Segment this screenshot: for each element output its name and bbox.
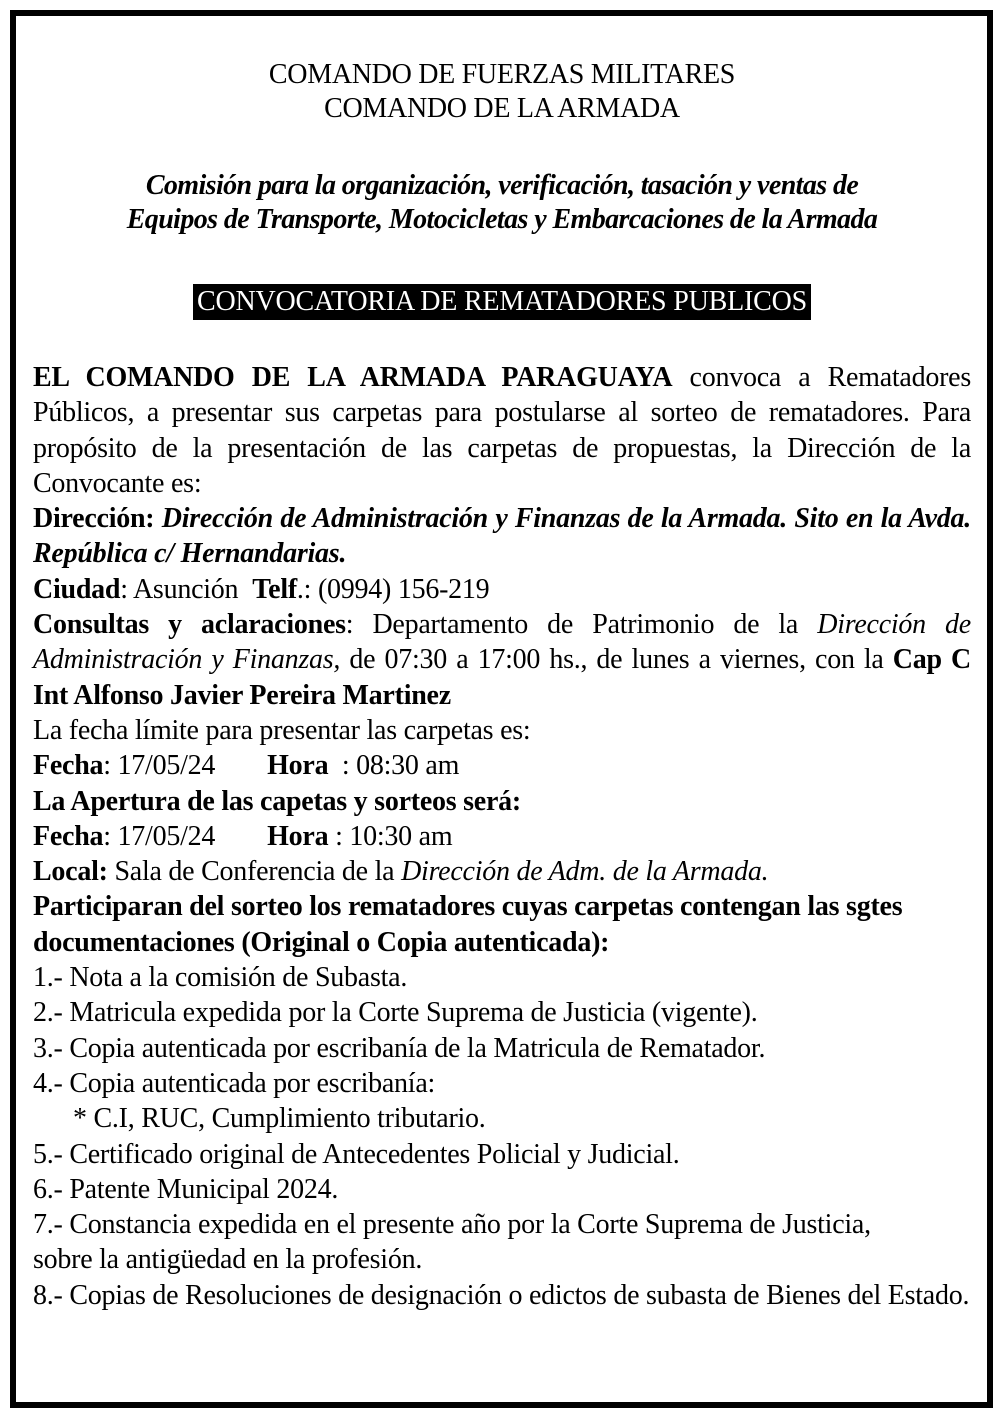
consultas-text-2: de 07:30 a 17:00 hs., de lunes a viernes, con la xyxy=(340,644,893,676)
deadline-hora-value: : 08:30 am xyxy=(328,750,460,782)
convocatoria-banner: CONVOCATORIA DE REMATADORES PUBLICOS xyxy=(193,284,811,320)
notice-body xyxy=(33,360,971,1313)
local-text: Sala de Conferencia de la xyxy=(107,856,402,888)
consultas-label: Consultas y aclaraciones xyxy=(33,609,346,641)
header-line-2: COMANDO DE LA ARMADA xyxy=(324,93,680,124)
deadline-hora-label: Hora xyxy=(267,750,329,782)
apertura-title: La Apertura de las capetas y sorteos será: xyxy=(33,785,521,817)
direccion-label: Dirección: xyxy=(33,503,155,535)
ciudad-value: : Asunción xyxy=(120,573,239,605)
apertura-fecha-value: : 17/05/24 xyxy=(103,820,216,852)
notice-content xyxy=(33,58,971,1313)
commission-title xyxy=(33,169,971,237)
intro-text: convoca a Rematadores Públicos, a presentar sus carpetas para postularse al sorteo de rematadores. Para propósito de la presentación de las carpetas de propuestas, la Dirección de la Convocante es: xyxy=(33,362,971,499)
telefono-value: .: (0994) 156-219 xyxy=(296,573,490,605)
local-italic: Dirección de Adm. de la Armada. xyxy=(401,856,769,888)
apertura-fecha-label: Fecha xyxy=(33,820,104,852)
commission-line-2: Equipos de Transporte, Motocicletas y Embarcaciones de la Armada xyxy=(126,204,878,235)
list-item: 3.- Copia autenticada por escribanía de la Matricula de Rematador. xyxy=(33,1032,766,1064)
consultas-person: Cap C Int Alfonso Javier Pereira Martinez xyxy=(33,644,972,711)
list-item: 5.- Certificado original de Antecedentes Policial y Judicial. xyxy=(33,1138,680,1170)
banner-wrap xyxy=(33,284,971,320)
list-subitem: * C.I, RUC, Cumplimiento tributario. xyxy=(73,1103,486,1135)
deadline-line xyxy=(33,748,971,783)
header-line-1: COMANDO DE FUERZAS MILITARES xyxy=(268,59,736,90)
apertura-hora-label: Hora xyxy=(267,820,329,852)
intro-lead: EL COMANDO DE LA ARMADA PARAGUAYA xyxy=(33,362,673,393)
list-item: 4.- Copia autenticada por escribanía: xyxy=(33,1067,436,1099)
list-item: 2.- Matricula expedida por la Corte Suprema de Justicia (vigente). xyxy=(33,997,758,1029)
direccion-value: Dirección de Administración y Finanzas de la Armada. Sito en la Avda. República c/ Hernandarias. xyxy=(33,503,971,570)
apertura-line xyxy=(33,819,971,854)
requirements-title: Participaran del sorteo los rematadores cuyas carpetas contengan las sgtes documentaciones (Original o Copia autenticada): xyxy=(33,891,903,958)
commission-line-1: Comisión para la organización, verificación, tasación y ventas de xyxy=(145,170,859,201)
consultas-text-1: : Departamento de Patrimonio de la xyxy=(345,609,818,641)
deadline-fecha-label: Fecha xyxy=(33,750,104,782)
list-item: 7.- Constancia expedida en el presente año por la Corte Suprema de Justicia, sobre la antigüedad en la profesión. xyxy=(33,1209,871,1276)
list-item: 8.- Copias de Resoluciones de designación o edictos de subasta de Bienes del Estado. xyxy=(33,1279,970,1311)
notice-header xyxy=(33,58,971,126)
deadline-intro: La fecha límite para presentar las carpetas es: xyxy=(33,714,531,746)
consultas-italic: Dirección de Administración y Finanzas, xyxy=(33,609,971,676)
ciudad-label: Ciudad xyxy=(33,573,121,605)
local-line xyxy=(33,854,971,889)
list-item: 1.- Nota a la comisión de Subasta. xyxy=(33,962,408,994)
deadline-fecha-value: : 17/05/24 xyxy=(103,750,216,782)
intro-paragraph xyxy=(33,360,971,501)
direccion-paragraph xyxy=(33,501,971,572)
requirements-list xyxy=(33,960,971,1313)
telefono-label: Telf xyxy=(252,573,297,605)
list-item: 6.- Patente Municipal 2024. xyxy=(33,1173,339,1205)
local-label: Local: xyxy=(33,856,108,888)
consultas-paragraph xyxy=(33,607,971,713)
apertura-hora-value: : 10:30 am xyxy=(328,820,453,852)
ciudad-line xyxy=(33,572,971,607)
